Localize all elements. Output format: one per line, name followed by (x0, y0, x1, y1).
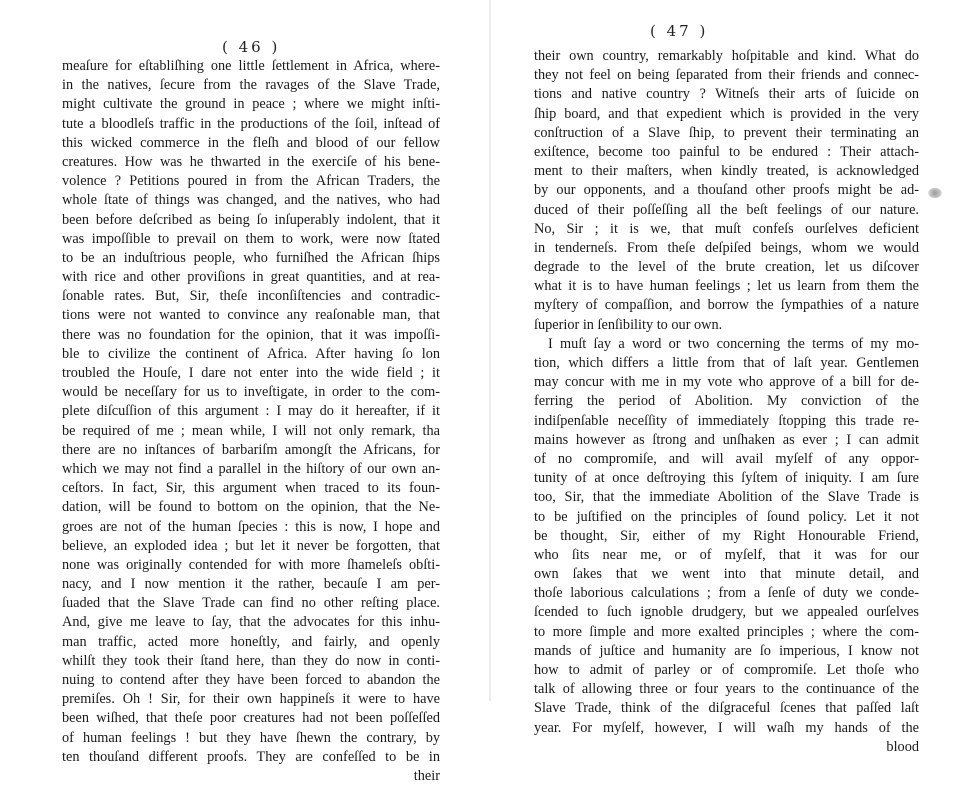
text-line: own ſakes that we went into that minute detail, and (534, 566, 919, 583)
text-line: been wiſhed, that theſe poor creatures had not been poſſeſſed (62, 710, 440, 727)
page-number-right: ( 47 ) (650, 22, 709, 40)
text-line: be required of me ; mean while, I will not only remark, tha (62, 422, 440, 439)
text-line: nacy, and I now mention it the rather, becauſe I am per- (62, 576, 440, 593)
text-line: ment to their maſters, when kindly treated, is acknowledged (534, 163, 919, 180)
text-line: groes are not of the human ſpecies : this is now, I hope and (62, 518, 440, 535)
text-line: by our opponents, and a thouſand other proofs might be ad- (534, 182, 919, 199)
text-line: dation, will be found to bottom on the opinion, that the Ne- (62, 499, 440, 516)
text-line: conſtruction of a Slave ſhip, to prevent their terminating an (534, 124, 919, 141)
text-line: I muſt ſay a word or two concerning the terms of my mo- (548, 335, 919, 352)
text-line: Slave Trade, think of the diſgraceful ſcenes that paſſed laſt (534, 700, 919, 717)
text-line: believe, an exploded idea ; but let it never be forgotten, that (62, 537, 440, 554)
text-line: ſonable rates. But, Sir, theſe inconſiſtencies and contradic- (62, 288, 440, 305)
text-line: to be juſtified on the principles of ſound policy. Let it not (534, 508, 919, 525)
text-line: premiſes. Oh ! Sir, for their own happineſs it were to have (62, 691, 440, 708)
text-line: ferring the period of Abolition. My conviction of the (534, 393, 919, 410)
text-line: of human feelings ! but they have ſhewn the contrary, by (62, 729, 440, 746)
text-line: myſtery of compaſſion, and borrow the ſympathies of a nature (534, 297, 919, 314)
catchword: their (413, 767, 440, 784)
text-line: ſuperior in ſenſibility to our own. (534, 316, 723, 333)
text-line: tute a bloodleſs traffic in the productions of the ſoil, inſtead of (62, 115, 440, 132)
text-line: to be an induſtrious people, who furniſhed the African ſhips (62, 249, 440, 266)
text-line: was impoſſible to prevail on them to work, were now ſtated (62, 230, 440, 247)
text-line: to more ſimple and more exalted principles ; where the com- (534, 623, 919, 640)
text-line: been before deſcribed as being ſo inſuperably indolent, that it (62, 211, 440, 228)
text-line: ten thouſand different proofs. They are confeſſed to be in (62, 748, 440, 765)
text-line: may concur with me in my vote who approve of a bill for de- (534, 374, 919, 391)
text-line: who ſits near me, or of myſelf, that it was for our (534, 546, 919, 563)
text-line: meaſure for eſtabliſhing one little ſettlement in Africa, where- (62, 58, 440, 74)
text-line: ſhip board, and that expedient which is provided in the very (534, 105, 919, 122)
text-line: whilſt they took their ſtand here, than they do now in conti- (62, 652, 440, 669)
text-line: ſcended to ſuch ignoble drudgery, but we appealed ourſelves (534, 604, 919, 621)
text-line: troubled the Houſe, I dare not enter into the wide field ; it (62, 365, 440, 381)
text-line: with rice and other proviſions in great quantities, and at rea- (62, 269, 440, 286)
left-page-text (62, 57, 440, 786)
text-line: there are no inſtances of barbariſm amongſt the Africans, for (62, 441, 440, 458)
text-line: thoſe laborious calculations ; from a ſenſe of duty we conde- (534, 585, 919, 602)
text-line: might cultivate the ground in peace ; where we might inſti- (62, 96, 440, 113)
text-line: too, Sir, that the immediate Abolition of the Slave Trade is (534, 489, 919, 506)
text-line: duced of their poſſeſſing all the beſt feelings of our nature. (534, 201, 919, 218)
text-line: mains however as ſtrong and unſhaken as ever ; I can admit (534, 431, 919, 448)
text-line: ble to civilize the continent of Africa. After having ſo lon (62, 345, 440, 362)
text-line: And, give me leave to ſay, that the advocates for this inhu- (62, 614, 440, 631)
text-line: No, Sir ; it is we, that muſt confeſs ourſelves deficient (534, 220, 919, 237)
text-line: year. For myſelf, however, I will waſh my hands of the (534, 719, 919, 736)
text-line: indiſpenſable neceſſity of immediately ſtopping this trade re- (534, 412, 919, 429)
text-line: tions and native country ? Witneſs their arts of ſuicide on (534, 86, 919, 103)
text-line: be thought, Sir, either of my Right Honourable Friend, (534, 527, 919, 544)
text-line: of no compromiſe, and will avail myſelf of any oppor- (534, 450, 919, 467)
text-line: their own country, remarkably hoſpitable and kind. What do (534, 48, 919, 64)
text-line: this wicked commerce in the fleſh and blood of our fellow (62, 134, 440, 151)
text-line: none was originally contended for with more ſhameleſs obſti- (62, 556, 440, 573)
text-line: would be neceſſary for us to inveſtigate, in order to the com- (62, 384, 440, 401)
text-line: there was no foundation for the opinion, that it was impoſſi- (62, 326, 440, 343)
right-page (490, 0, 980, 755)
text-line: mands of juſtice and humanity are ſo imperious, I know not (534, 642, 919, 659)
text-line: how to admit of parley or of compromiſe. Let thoſe who (534, 662, 919, 678)
text-line: what it is to have human feelings ; let us learn from them the (534, 278, 919, 295)
page-number-left: ( 46 ) (222, 38, 281, 56)
text-line: exiſtence, become too painful to be endured : Their attach- (534, 143, 919, 160)
text-line: in tenderneſs. From theſe deſpiſed beings, whom we would (534, 239, 919, 256)
text-line: nuing to contend after they have been forced to abandon the (62, 672, 440, 688)
catchword: blood (886, 738, 919, 755)
right-page-text (534, 47, 919, 757)
ink-smudge-icon (928, 188, 942, 198)
text-line: man traffic, acted more honeſtly, and fairly, and openly (62, 633, 440, 650)
text-line: volence ? Petitions poured in from the African Traders, the (62, 173, 440, 190)
text-line: degrade to the level of the brute creation, let us diſcover (534, 259, 919, 276)
left-page (0, 0, 490, 784)
text-line: talk of allowing three or four years to the continuance of the (534, 681, 919, 698)
text-line: tions were not wanted to convince any reaſonable man, that (62, 307, 440, 324)
text-line: tunity of at once deſtroying this ſyſtem of iniquity. I am ſure (534, 470, 919, 487)
text-line: which we may not find a parallel in the hiſtory of our own an- (62, 460, 440, 477)
text-line: tion, which differs a little from that of laſt year. Gentlemen (534, 355, 919, 371)
text-line: ſuaded that the Slave Trade can find no other reſting place. (62, 595, 440, 612)
text-line: creatures. How was he thwarted in the exerciſe of his bene- (62, 153, 440, 170)
text-line: in the natives, ſecure from the ravages of the Slave Trade, (62, 77, 440, 94)
text-line: whole ſtate of things was changed, and the natives, who had (62, 192, 440, 209)
text-line: plete diſcuſſion of this argument : I may do it hereafter, if it (62, 403, 440, 420)
text-line: ceſtors. In fact, Sir, this argument when traced to its foun- (62, 480, 440, 497)
text-line: they not feel on being ſeparated from their friends and connec- (534, 67, 919, 84)
